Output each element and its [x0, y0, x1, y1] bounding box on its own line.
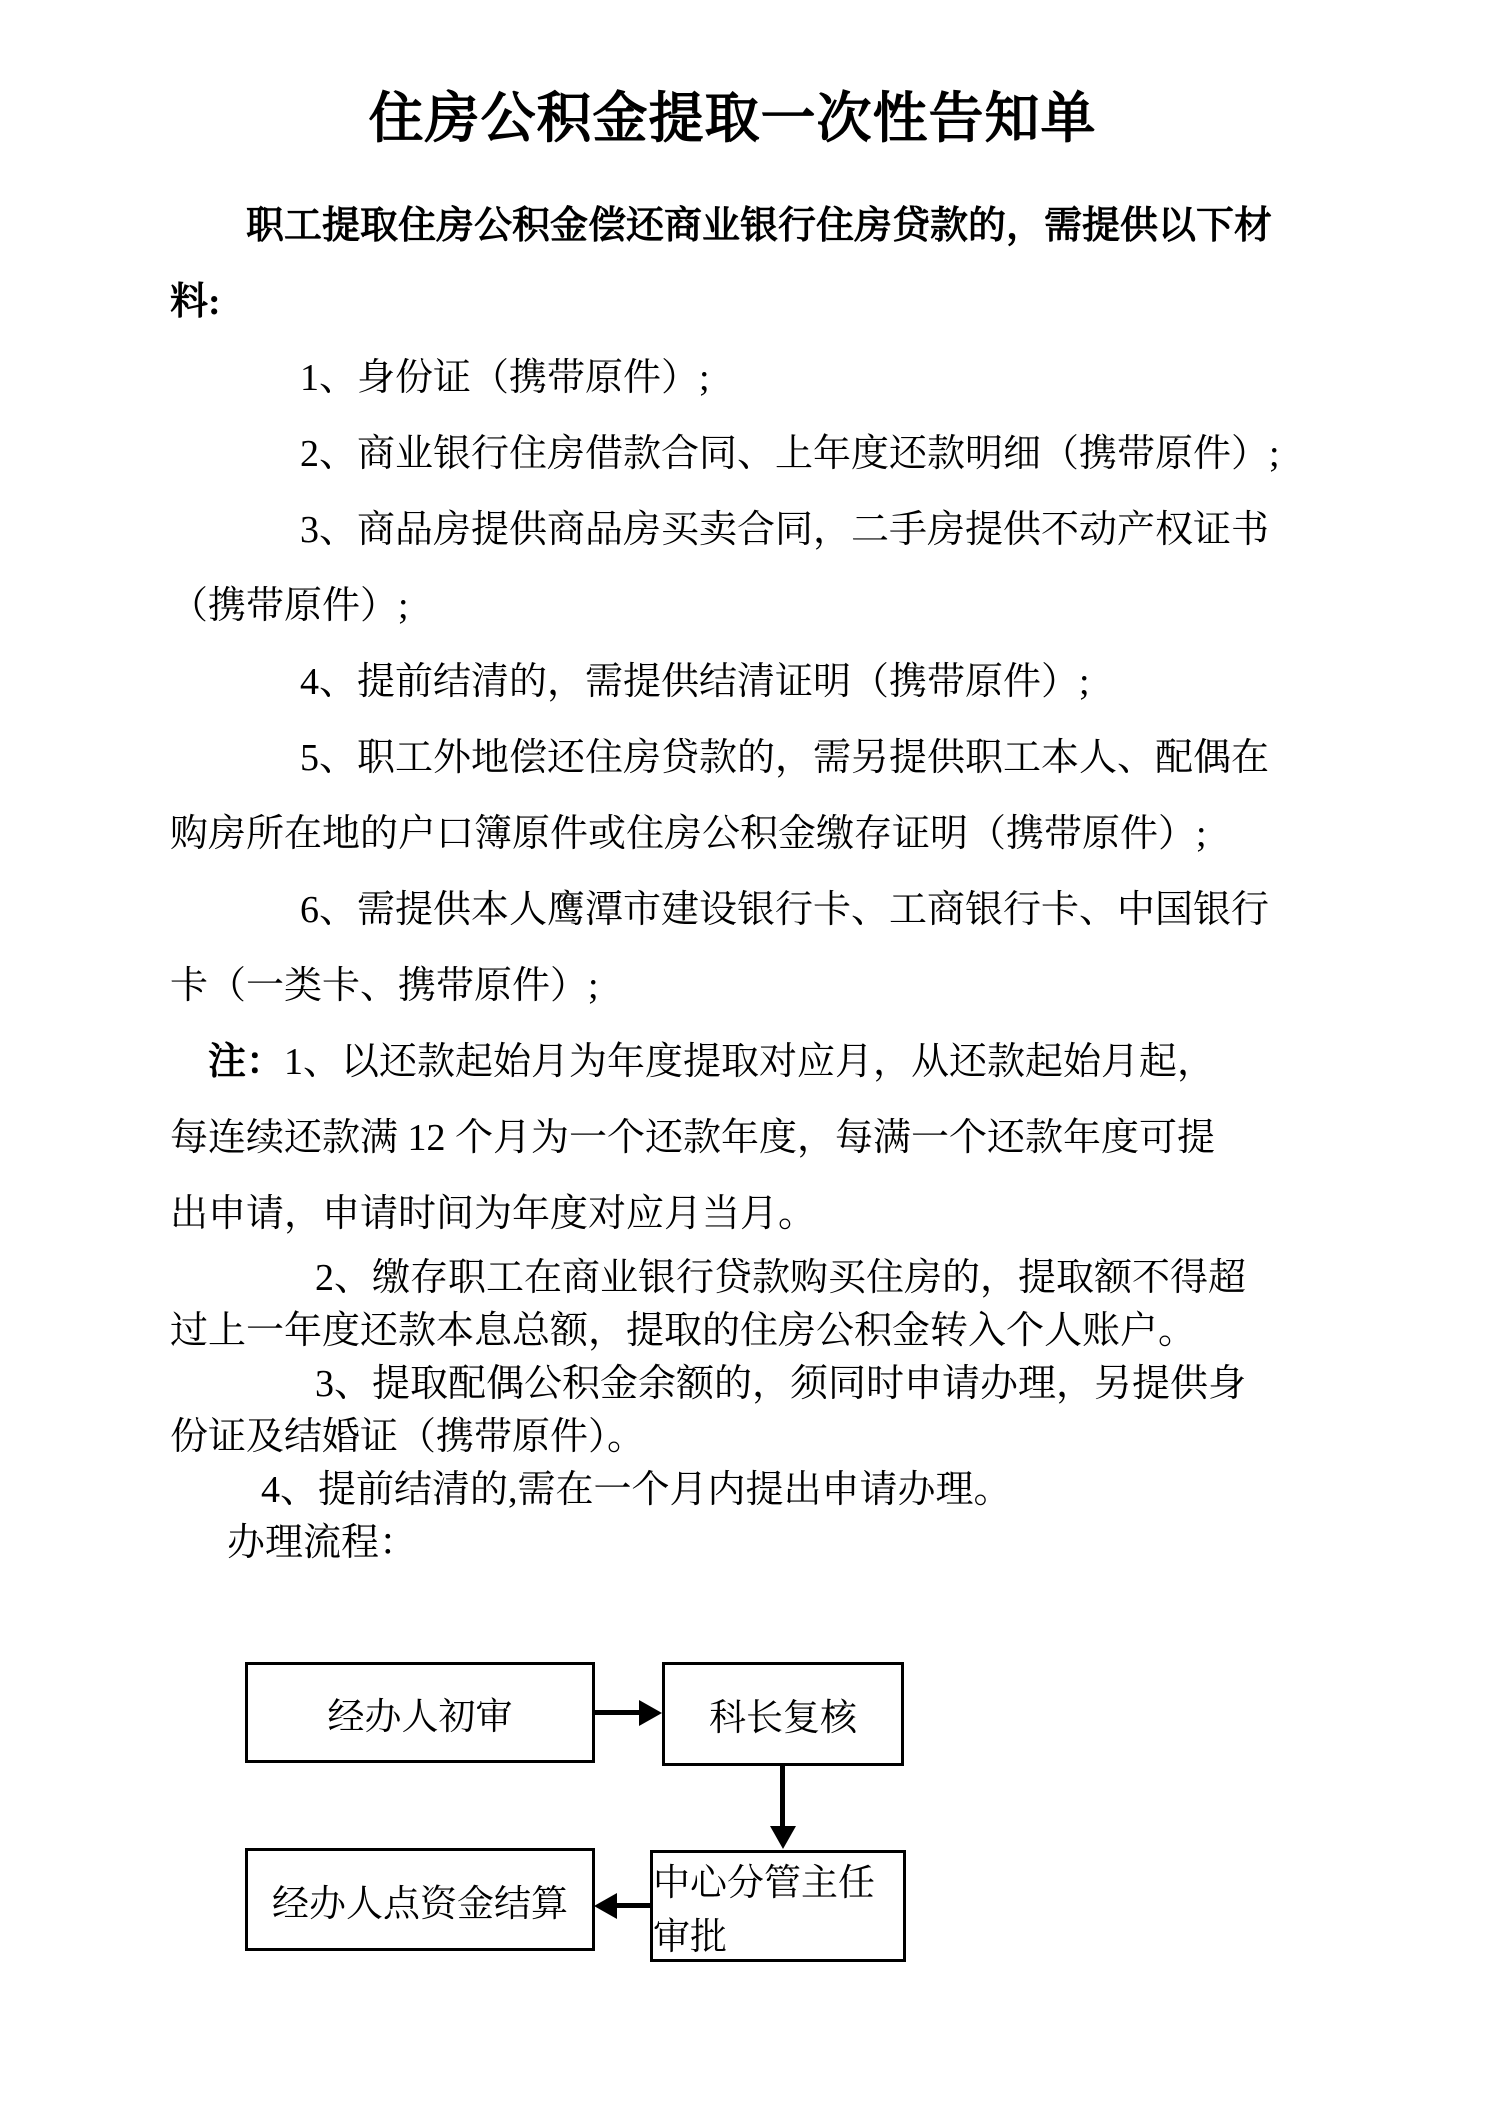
arrow-right-line-icon: [595, 1710, 641, 1715]
note-1-text: 1、以还款起始月为年度提取对应月，从还款起始月起，: [284, 1041, 1216, 1083]
flow-box-director-approval: [650, 1850, 906, 1962]
process-label: 办理流程：: [227, 1522, 418, 1564]
flow-box-director-approval-label: 中心分管主任审批: [653, 1863, 875, 1958]
flow-box-fund-settlement-label: 经办人点资金结算: [272, 1883, 568, 1925]
material-item-5-line-2: 购房所在地的户口簿原件或住房公积金缴存证明（携带原件）;: [170, 813, 1207, 855]
material-item-1: 1、身份证（携带原件）;: [300, 357, 710, 399]
note-2-line-1: 2、缴存职工在商业银行贷款购买住房的，提取额不得超: [315, 1257, 1247, 1299]
material-item-3-line-2: （携带原件）;: [170, 585, 409, 627]
arrow-down-head-icon: [770, 1826, 796, 1849]
intro-line-2: 料:: [170, 281, 221, 323]
material-item-4: 4、提前结清的，需提供结清证明（携带原件）;: [300, 661, 1090, 703]
page-title: 住房公积金提取一次性告知单: [368, 88, 1097, 149]
flow-box-initial-review-label: 经办人初审: [327, 1696, 513, 1738]
arrow-right-head-icon: [639, 1700, 662, 1726]
flow-box-chief-recheck: [662, 1662, 904, 1766]
notes-label: 注：: [208, 1041, 285, 1083]
arrow-left-line-icon: [617, 1903, 650, 1908]
arrow-left-head-icon: [594, 1893, 617, 1919]
note-1-line-3: 出申请，申请时间为年度对应月当月。: [170, 1193, 817, 1235]
note-1-line-1: [170, 1024, 1295, 1100]
material-item-6-line-2: 卡（一类卡、携带原件）;: [170, 965, 599, 1007]
arrow-down-line-icon: [780, 1766, 785, 1828]
intro-line-1: 职工提取住房公积金偿还商业银行住房贷款的，需提供以下材: [246, 205, 1273, 247]
material-item-6-line-1: 6、需提供本人鹰潭市建设银行卡、工商银行卡、中国银行: [300, 889, 1270, 931]
note-3-line-1: 3、提取配偶公积金余额的，须同时申请办理，另提供身: [315, 1363, 1247, 1405]
process-flowchart: [170, 1662, 1295, 1982]
material-item-3-line-1: 3、商品房提供商品房买卖合同，二手房提供不动产权证书: [300, 509, 1270, 551]
note-4: 4、提前结清的,需在一个月内提出申请办理。: [261, 1469, 1012, 1511]
flow-box-initial-review: [245, 1662, 595, 1763]
material-item-5-line-1: 5、职工外地偿还住房贷款的，需另提供职工本人、配偶在: [300, 737, 1270, 779]
note-3-line-2: 份证及结婚证（携带原件）。: [170, 1416, 646, 1458]
flow-box-fund-settlement: [245, 1848, 595, 1951]
flow-box-chief-recheck-label: 科长复核: [709, 1698, 857, 1739]
material-item-2: 2、商业银行住房借款合同、上年度还款明细（携带原件）;: [300, 433, 1280, 475]
note-2-line-2: 过上一年度还款本息总额，提取的住房公积金转入个人账户。: [170, 1310, 1197, 1352]
note-1-line-2: 每连续还款满 12 个月为一个还款年度，每满一个还款年度可提: [170, 1117, 1216, 1159]
